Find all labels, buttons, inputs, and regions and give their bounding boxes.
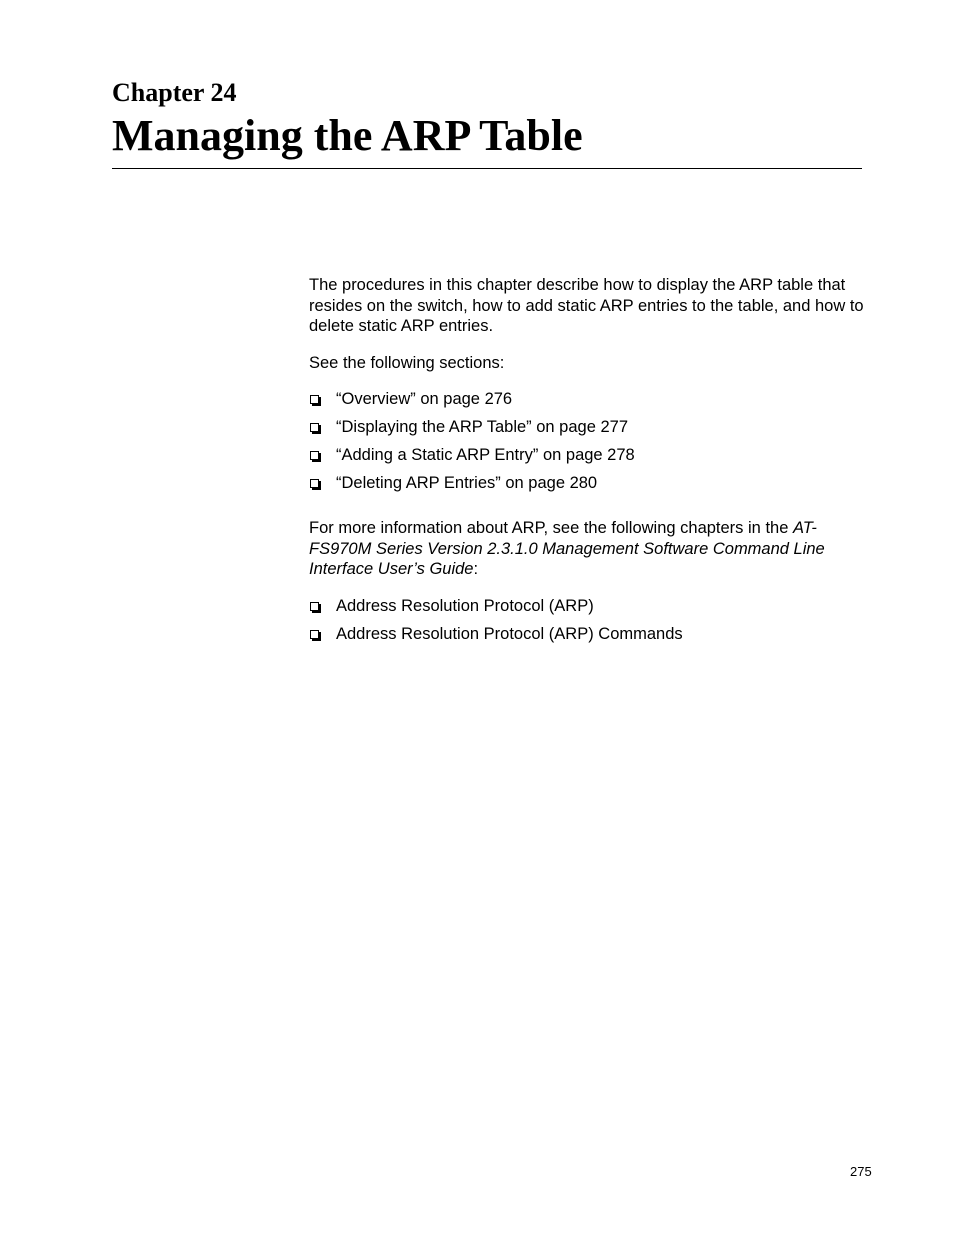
intro-paragraph: The procedures in this chapter describe how to display the ARP table that resides on the switch, how to add static ARP entries to the table, and how to delete static ARP entries. (309, 276, 864, 335)
chapter-list (309, 596, 871, 652)
checkbox-bullet-icon (310, 395, 319, 404)
more-info-trail: : (473, 560, 479, 578)
section-item-displaying-arp-table[interactable] (309, 417, 871, 445)
chapter-body (309, 275, 871, 669)
section-item-overview[interactable] (309, 389, 871, 417)
chapter-item-label: Address Resolution Protocol (ARP) (336, 596, 594, 615)
page-number: 275 (850, 1164, 872, 1179)
section-list (309, 389, 871, 501)
chapter-item-arp-commands[interactable] (309, 624, 871, 652)
chapter-label: Chapter 24 (112, 78, 237, 107)
section-item-deleting-arp-entries[interactable] (309, 473, 871, 501)
checkbox-bullet-icon (310, 630, 319, 639)
chapter-title: Managing the ARP Table (112, 111, 583, 160)
guide-title: AT-FS970M Series Version 2.3.1.0 Management Software Command Line Interface User’s Guide (309, 519, 825, 578)
more-info-lead: For more information about ARP, see the following chapters in the (309, 519, 793, 537)
title-divider (112, 168, 862, 169)
more-info-paragraph (309, 518, 871, 580)
chapter-item-label: Address Resolution Protocol (ARP) Commands (336, 624, 683, 643)
sections-lead: See the following sections: (309, 353, 505, 372)
section-item-label: “Displaying the ARP Table” on page 277 (336, 418, 629, 436)
section-item-label: “Overview” on page 276 (336, 390, 513, 408)
checkbox-bullet-icon (310, 479, 319, 488)
chapter-item-arp[interactable] (309, 596, 871, 624)
checkbox-bullet-icon (310, 423, 319, 432)
section-item-label: “Deleting ARP Entries” on page 280 (336, 474, 598, 492)
section-item-label: “Adding a Static ARP Entry” on page 278 (336, 446, 635, 464)
section-item-adding-static-arp-entry[interactable] (309, 445, 871, 473)
checkbox-bullet-icon (310, 451, 319, 460)
checkbox-bullet-icon (310, 602, 319, 611)
